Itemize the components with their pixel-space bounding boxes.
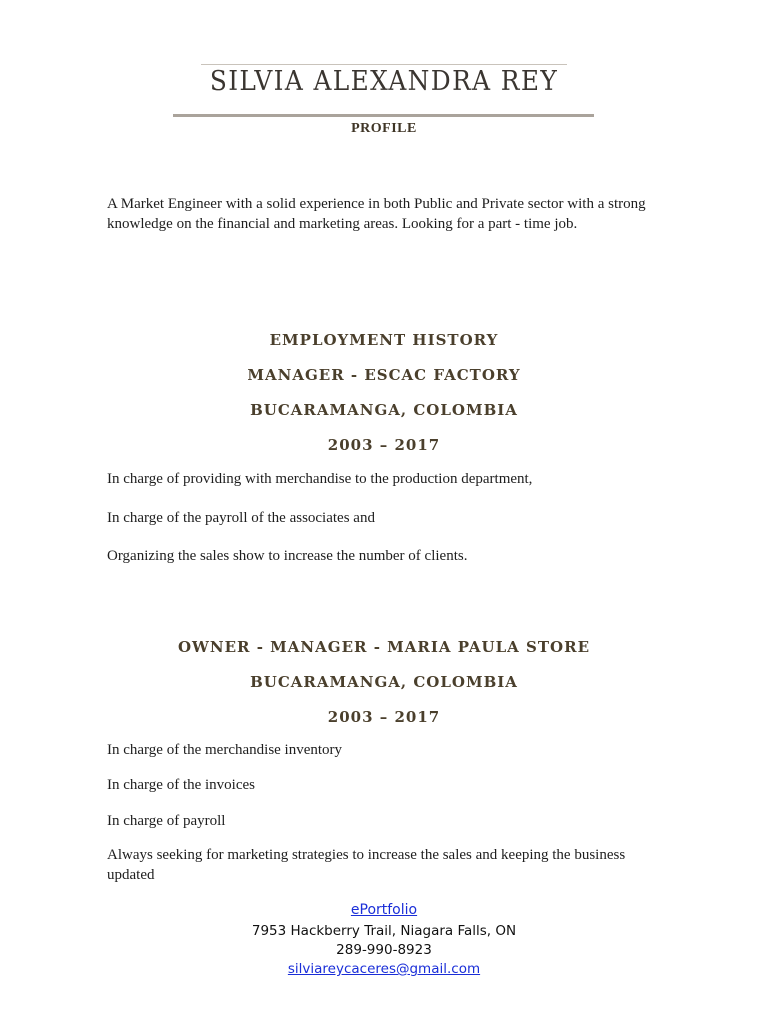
job-duty: In charge of the invoices xyxy=(107,777,256,793)
employment-history-heading: EMPLOYMENT HISTORY xyxy=(269,331,499,349)
candidate-name: SILVIA ALEXANDRA REY xyxy=(209,66,559,97)
email-row xyxy=(0,960,768,978)
job-location: BUCARAMANGA, COLOMBIA xyxy=(250,673,518,691)
job-title: OWNER - MANAGER - MARIA PAULA STORE xyxy=(177,638,591,656)
job-dates: 2003 – 2017 xyxy=(327,436,441,454)
profile-summary: A Market Engineer with a solid experience in both Public and Private sector with a strong knowledge on the financial and marketing areas. Looking for a part - time job. xyxy=(107,196,646,232)
email-link[interactable]: silviareycaceres@gmail.com xyxy=(287,961,481,977)
job-duty: Always seeking for marketing strategies to increase the sales and keeping the business updated xyxy=(107,847,626,883)
contact-address: 7953 Hackberry Trail, Niagara Falls, ON xyxy=(251,923,517,939)
job-duty: Organizing the sales show to increase the number of clients. xyxy=(107,548,468,564)
top-divider xyxy=(201,64,567,65)
profile-heading: PROFILE xyxy=(351,121,417,136)
eportfolio-link[interactable]: ePortfolio xyxy=(350,902,418,918)
eportfolio-row xyxy=(0,901,768,919)
job-duty: In charge of providing with merchandise to the production department, xyxy=(107,471,533,487)
job-dates: 2003 – 2017 xyxy=(327,708,441,726)
job-duty: In charge of the payroll of the associates and xyxy=(107,510,375,526)
job-duty: In charge of the merchandise inventory xyxy=(107,742,343,758)
name-divider xyxy=(173,114,594,117)
job-duty: In charge of payroll xyxy=(107,813,226,829)
job-title: MANAGER - ESCAC FACTORY xyxy=(247,366,521,384)
contact-phone: 289-990-8923 xyxy=(336,942,432,958)
job-location: BUCARAMANGA, COLOMBIA xyxy=(250,401,518,419)
